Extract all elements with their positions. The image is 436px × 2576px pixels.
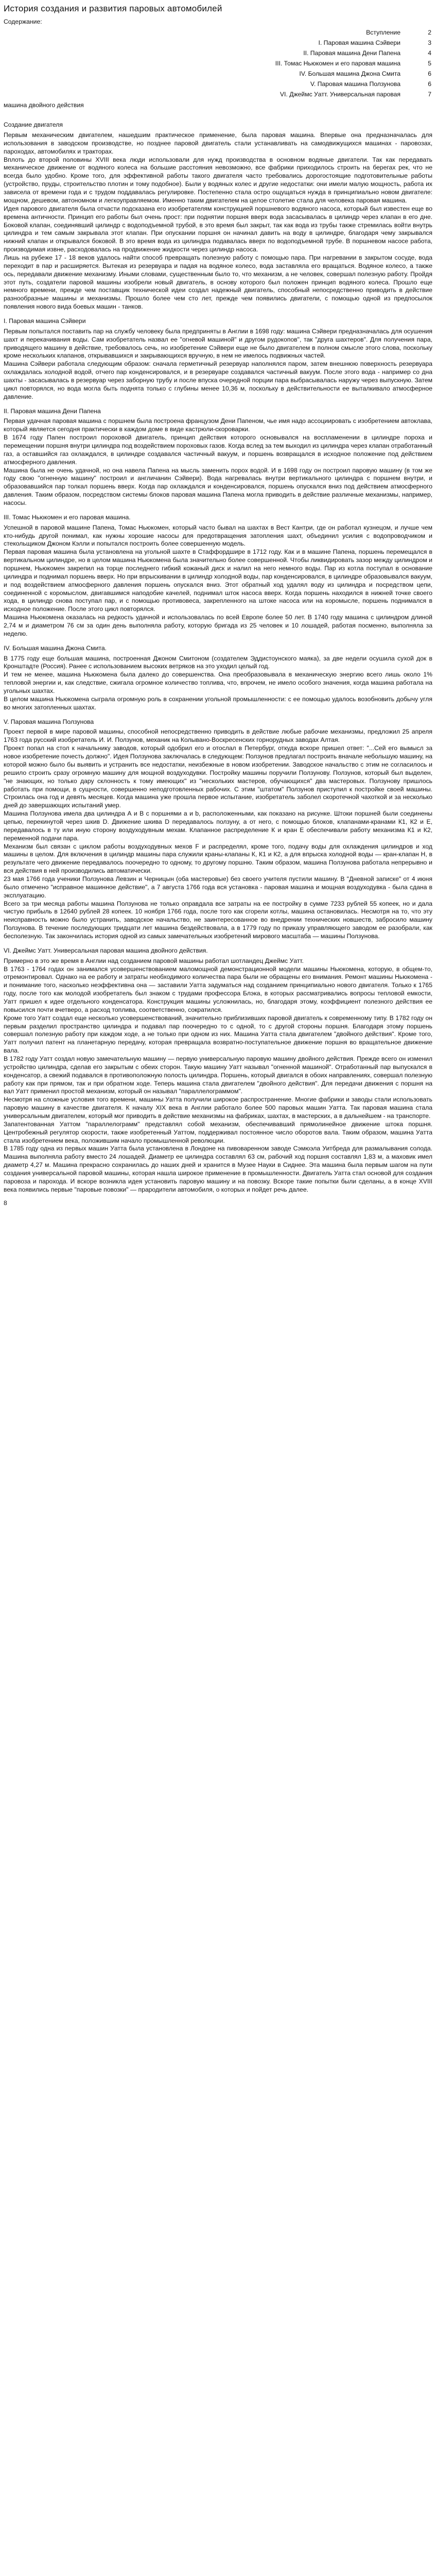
toc-entry-page: 6 xyxy=(428,70,431,78)
body-paragraph: Механизм был связан с циклом работы воздуходувных мехов F и распределял, кроме того, подачу воды для охлаждения цилиндров и ход машины в целом. Для включения в цилиндр машины пара служили краны-клапаны К, К1 и К2, а для впрыска холодной воды — кран-клапан H, в результате чего движение передавалось поочередно то одному, то другому поршню. Таким образом, машина Ползунова работала непрерывно и вся действия в ней производились автоматически. xyxy=(4,842,432,875)
toc-entry[interactable] xyxy=(4,89,432,99)
body-paragraph: Кроме того Уатт создал еще несколько усовершенствований, значительно приблизивших паровой двигатель к современному типу. В 1782 году он первым разделил пространство цилиндра и подавал пар поочередно то с одной, то с другой стороны поршня. Благодаря этому поршень совершал полезную работу при каждом ходе, а не только при одном из них. Машина Уатта стала двигателем "двойного действия". Кроме того, Уатт получил патент на планетарную передачу, которая превращала возвратно-поступательное движение поршня во вращательное движение вала. xyxy=(4,1014,432,1055)
body-paragraph: Первым механическим двигателем, нашедшим практическое применение, была паровая машина. Впервые она предназначалась для использования в заводском производстве, но позднее паровой двигатель стали устанавливать на самодвижущихся машинах - паровозах, пароходах, автомобилях и тракторах. xyxy=(4,131,432,155)
toc-entry-continuation: машина двойного действия xyxy=(4,101,84,109)
body-paragraph: Вплоть до второй половины XVIII века люди использовали для нужд производства в основном водяные двигатели. Так как передавать механическое движение от водяного колеса на большие расстояния невозможно, все фабрики приходилось строить на берегах рек, что не всегда было удобно. Кроме того, для эффективной работы такого двигателя часто требовались дорогостоящие подготовительные работы (устройство, пруды, строительство плотин и тому подобное). Были у водяных колес и другие недостатки: они имели малую мощность, работа их зависела от времени года и с трудом поддавалась регулировке. Постепенно стала остро ощущаться нужда в принципиально новом двигателе: мощном, дешевом, автономном и легкоуправляемом. Именно таким двигателем на целое столетие стала для человека паровая машина. xyxy=(4,156,432,204)
toc-entry-page: 5 xyxy=(428,60,431,67)
toc-entry-label: I. Паровая машина Сэйвери xyxy=(318,39,400,47)
toc-entry-page: 2 xyxy=(428,29,431,37)
body-paragraph: Успешной в паровой машине Папена, Томас Ньюкомен, который часто бывал на шахтах в Вест Кантри, где он работал кузнецом, и лучше чем кто-нибудь другой понимал, как нужны хорошие насосы для предотвращения затопления шахт, объединил усилия с водопроводчиком и стекольщиком Джоном Кэлли и попытался построить более совершенную модель. xyxy=(4,523,432,548)
body-paragraph: Проект попал на стол к начальнику заводов, который одобрил его и отослал в Петербург, откуда вскоре пришел ответ: "...Сей его вымысл за новое изобретение почесть должно". Идея Ползунова заключалась в следующем: Ползунов предлагал построить вначале небольшую машину, на которой можно было бы выявить и устранить все недостатки, неизбежные в новом изобретении. Заводское начальство с этим не согласилось и решило строить сразу огромную машину для мощной воздуходувки. Постройку машины поручили Ползунову. Ползунов, который был выделен, "не знающих, но только дару склонность к тому имеющих" из "нескольких мастеров, обучающихся" два мастеровых. Ползунову пришлось работать при помощи, в сущности, совершенно неподготовленных рабочих. С этим "штатом" Ползунов приступил к постройке своей машины. Строилась она год и девять месяцев. Когда машина уже прошла первое испытание, изобретатель заболел скоротечной чахоткой и за несколько дней до завершающих испытаний умер. xyxy=(4,744,432,809)
page-number: 8 xyxy=(4,1199,7,1207)
section-heading: VI. Джеймс Уатт. Универсальная паровая машина двойного действия. xyxy=(4,946,208,954)
body-paragraph: Всего за три месяца работы машина Ползунова не только оправдала все затраты на ее постройку в сумме 7233 рублей 55 копеек, но и дала чистую прибыль в 12640 рублей 28 копеек. 10 ноября 1766 года, после того как сгорели котлы, машина остановилась. Несмотря на то, что эту неисправность можно было устранить, заводское начальство, не заинтересованное во внедрении технических новшеств, забросило машину Ползунова. В течение последующих тридцати лет машина бездействовала, а в 1779 году по приказу управляющего заводом ее разобрали, как бесполезную. Так закончилась история одной из самых замечательных изобретений мирового масштаба — машины Ползунова. xyxy=(4,900,432,940)
toc-entry[interactable] xyxy=(4,48,432,58)
toc-entry-label: IV. Большая машина Джона Смита xyxy=(299,70,400,78)
body-paragraph: 23 мая 1766 года ученики Ползунова Левзин и Черницын (оба мастеровые) без своего учителя пустили машину. В "Дневной записке" от 4 июня было отмечено "исправное машинное действие", а 7 августа 1766 года вся установка - паровая машина и мощная воздуходувка - была сдана в эксплуатацию. xyxy=(4,875,432,899)
toc-entry-label: VI. Джеймс Уатт. Универсальная паровая xyxy=(280,91,400,98)
section-heading: IV. Большая машина Джона Смита. xyxy=(4,644,107,652)
body-paragraph: Машина Сэйвери работала следующим образом: сначала герметичный резервуар наполнялся паром, затем внешнюю поверхность резервуара охлаждалась холодной водой, отчего пар конденсировался, и в резервуаре создавался частичный вакуум. После этого вода - например со дна шахты - засасывалась в резервуар через заборную трубу и после впуска очередной порции пара выбрасывалась наружу через выпускную. Затем цикл повторялся, но вода могла быть поднята только с глубины менее 10,36 м, поскольку в действительности ее выталкивало атмосферное давление. xyxy=(4,360,432,400)
body-paragraph: Машина была не очень удачной, но она навела Папена на мысль заменить порох водой. И в 1698 году он построил паровую машину (в том же году свою "огненную машину" построил и англичанин Сэйвери). Вода нагревалась внутри вертикального цилиндра с поршнем внутри, и образовавшийся пар толкал поршень вверх. Когда пар охлаждался и конденсировался, поршень опускался вниз под действием атмосферного давления. Таким образом, посредством системы блоков паровая машина Папена могла приводить в действие различные механизмы, например, насосы. xyxy=(4,466,432,506)
body-paragraph: Машина Ползунова имела два цилиндра А и В с поршнями а и b, расположенными, как показано на рисунке. Штоки поршней были соединены цепью, перекинутой через шкив D. Движение шкива D передавалось ползуну, а от него, с помощью блоков, клапанами-кранами К1, К2 и E, передавалось в ту или иную сторону воздуходувным мехам. Клапанное распределение К и кран E обеспечивали работу механизма К1 и К2, переменной подачи пара. xyxy=(4,810,432,842)
body-paragraph: В целом машина Ньюкомена сыграла огромную роль в сохранении угольной промышленности: с ее помощью удалось возобновить добычу угля во многих затопленных шахтах. xyxy=(4,695,432,711)
body-paragraph: В 1763 - 1764 годах он занимался усовершенствованием маломощной демонстрационной модели машины Ньюкомена, которую, в общем-то, отремонтировал. Однако на ее работу и затраты необходимого количества пара были не обращены его внимания. Ремонт машины Ньюкомена - и понимание того, насколько неэффективна она — заставили Уатта задуматься над созданием принципиально нового двигателя. Только к 1765 году, после того как молодой изобретатель был знаком с трудами профессора Блэка, в которых рассматривались вопросы тепловой емкости, Уатт пришел к идее отдельного конденсатора. Конструкция машины усложнилась, но, благодаря этому, коэффициент полезного действия ее повысился почти вчетверо, а расход топлива, соответственно, сократился. xyxy=(4,965,432,1013)
section-heading: Создание двигателя xyxy=(4,121,63,129)
body-paragraph: Машина Ньюкомена оказалась на редкость удачной и использовалась по всей Европе более 50 лет. В 1740 году машина с цилиндром длиной 2,74 м и диаметром 76 см за один день выполняла работу, которую бригада из 25 человек и 10 лошадей, работая посменно, выполняла за неделю. xyxy=(4,614,432,637)
table-of-contents xyxy=(4,27,432,99)
section-heading: III. Томас Ньюкомен и его паровая машина. xyxy=(4,513,131,521)
toc-entry[interactable] xyxy=(4,79,432,89)
section-heading: I. Паровая машина Сэйвери xyxy=(4,317,86,325)
body-paragraph: Примерно в это же время в Англии над созданием паровой машины работал шотландец Джеймс Уатт. xyxy=(4,957,304,964)
toc-entry-page: 7 xyxy=(428,91,431,98)
toc-entry-page: 6 xyxy=(428,80,431,88)
toc-entry-label: V. Паровая машина Ползунова xyxy=(310,80,400,88)
toc-entry[interactable] xyxy=(4,38,432,48)
section-heading: V. Паровая машина Ползунова xyxy=(4,718,94,725)
body-paragraph: Запатентованная Уаттом "параллелограмм" представлял собой механизм, обеспечивавший прямолинейное движение штока поршня. Центробежный регулятор скорости, также изобретенный Уаттом, поддерживал постоянное число оборотов вала. Таким образом, машина Уатта стала изобретением века, положившим начало промышленной революции. xyxy=(4,1120,432,1144)
toc-entry-page: 3 xyxy=(428,39,431,47)
document-title: История создания и развития паровых автомобилей xyxy=(4,4,222,13)
toc-entry-label: II. Паровая машина Дени Папена xyxy=(303,49,400,57)
body-paragraph: Проект первой в мире паровой машины, способной непосредственно приводить в действие любые рабочие механизмы, предложил 25 апреля 1763 года русский изобретатель И. И. Ползунов, механик на Колывано-Воскресенских горнорудных заводах Алтая. xyxy=(4,728,432,744)
toc-entry-page: 4 xyxy=(428,49,431,57)
toc-entry[interactable] xyxy=(4,58,432,69)
body-paragraph: В 1775 году еще большая машина, построенная Джоном Смитоном (создателем Эддистоунского маяка), за две недели осушила сухой док в Кронштадте (Россия). Ранее с использованием высоких ветряков на это уходил целый год. xyxy=(4,654,432,670)
body-paragraph: И тем не менее, машина Ньюкомена была далеко до совершенства. Она преобразовывала в механическую энергию всего лишь около 1% тепловой энергии и, как следствие, сжигала огромное количество топлива, что, впрочем, не имело особого значения, когда машина работала на угольных шахтах. xyxy=(4,671,432,695)
body-paragraph: Первая удачная паровая машина с поршнем была построена французом Дени Папеном, чье имя надо ассоциировать с изобретением автоклава, который является сегодня практически в каждом доме в виде кастрюли-скороварки. xyxy=(4,417,432,433)
toc-entry[interactable] xyxy=(4,69,432,79)
toc-entry[interactable] xyxy=(4,27,432,38)
body-paragraph: В 1785 году одна из первых машин Уатта была установлена в Лондоне на пивоваренном заводе Сэмюэла Уитбреда для размалывания солода. Машина выполняла работу вместо 24 лошадей. Диаметр ее цилиндра составлял 63 см, рабочий ход поршня составлял 1,83 м, а маховик имел диаметр 4,27 м. Машина прекрасно сохранилась до наших дней и хранится в Музее Науки в Сиднее. Эта машина была первым шагом на пути создания универсальной паровой машины, которая нашла широкое применение в промышленности. Двигатель Уатта стал основой для создания паровоза и парохода. И вскоре возникла идея установить паровую машину и на повозку. Вскоре такие попытки были сделаны, а в конце XVIII века появились первые "паровые повозки" — прародители автомобиля, о которых и пойдет речь далее. xyxy=(4,1145,432,1193)
toc-entry-label: III. Томас Ньюкомен и его паровая машина xyxy=(275,60,400,67)
body-paragraph: Первым попытался поставить пар на службу человеку была предприняты в Англии в 1698 году: машина Сэйвери предназначалась для осушения шахт и перекачивания воды. Сам изобретатель назвал ее "огневой машиной" и другом рудокопов", так "друга шахтеров". Для получения пара, приводящего машину в действие, требовалось сечь, но изобретение Сэйвери еще не было двигателем в полном смысле этого слова, поскольку кроме нескольких клапанов, открывавшихся и закрывающихся вручную, в нем не имелось подвижных частей. xyxy=(4,327,432,360)
body-paragraph: Несмотря на сложные условия того времени, машины Уатта получили широкое распространение. Многие фабрики и заводы стали использовать паровую машину в качестве двигателя. К началу XIX века в Англии работало более 500 паровых машин Уатта. Так паровая машина стала универсальным двигателем, который мог приводить в действие механизмы на фабриках, шахтах, в мастерских, а в дальнейшем - на транспорте. xyxy=(4,1096,432,1120)
toc-entry-label: Вступление xyxy=(366,29,400,37)
body-paragraph: Лишь на рубеже 17 - 18 веков удалось найти способ превращать полезную работу с помощью пара. При нагревании в закрытом сосуде, вода переходит в пар и расширяется. Вытекая из резервуара и падая на водяное колесо, вода заставляла его вращаться. Водяное колесо, а также ось, передавали движение механизму. Иными словами, существенным было то, что механизм, а не человек, совершал полезную работу. Пройдя этот путь, создатели паровой машины изобрели новый двигатель, в основу которого был положен принцип водяного колеса. Прошло еще немного времени, прежде чем поставщик технической идеи создал надежный двигатель, способный непосредственно приводить в действие разнообразные машины и механизмы. Прошло более чем сто лет, прежде чем появились двигатели, с помощью одной из предпосылок появления нового вида боевых машин - танков. xyxy=(4,253,432,311)
body-paragraph: В 1782 году Уатт создал новую замечательную машину — первую универсальную паровую машину двойного действия. Прежде всего он изменил устройство цилиндра, сделав его закрытым с обеих сторон. Такую машину Уатт называл "огненной машиной". Отработанный пар выпускался в конденсатор, а свежий подавался в противоположную полость цилиндра. Поршень, который двигался в обоих направлениях, совершал полезную работу как при прямом, так и при обратном ходе. Теперь машина стала двигателем "двойного действия". Для передачи движения с поршня на вал Уатт применил простой механизм, который он называл "параллелограммом". xyxy=(4,1055,432,1095)
section-heading: II. Паровая машина Дени Папена xyxy=(4,407,101,415)
document-page xyxy=(0,0,436,1214)
body-paragraph: Первая паровая машина была установлена на угольной шахте в Стаффордшире в 1712 году. Как и в машине Папена, поршень перемещался в вертикальном цилиндре, но в целом машина Ньюкомена была значительно более совершенной. Чтобы ликвидировать зазор между цилиндром и поршнем, Ньюкомен закрепил на торце последнего гибкий кожаный диск и налил на него немного воды. Пар из котла поступал в основание цилиндра и поднимал поршень вверх. Но при впрыскивании в цилиндр холодной воды, пар конденсировался, в цилиндре образовывался вакуум, и под воздействием атмосферного давления поршень опускался вниз. Этот обратный ход удалял воду из цилиндра и посредством цепи, соединенной с коромыслом, двигавшимся наподобие качелей, поднимал шток насоса вверх. Когда поршень находился в нижней точке своего хода, в цилиндр снова поступал пар, и с помощью противовеса, закрепленного на штоке насоса или на коромысле, поршень поднимался в исходное положение. После этого цикл повторялся. xyxy=(4,548,432,613)
contents-heading: Содержание: xyxy=(4,18,42,26)
body-paragraph: В 1674 году Папен построил пороховой двигатель, принцип действия которого основывался на воспламенении в цилиндре пороха и перемещении поршня внутри цилиндра под воздействием пороховых газов. Когда вслед за тем выходил из цилиндра через клапан отработанный газ, а оставшийся газ охлаждался, в цилиндре создавался частичный вакуум, и поршень возвращался в исходное положение под действием атмосферного давления. xyxy=(4,434,432,466)
body-paragraph: Идея парового двигателя была отчасти подсказана его изобретателям конструкцией поршневого водяного насоса, который был известен еще во времена античности. Принцип его работы был очень прост: при поднятии поршня вверх вода засасывалась в цилиндр через клапан в его дне. Боковой клапан, соединявший цилиндр с водоподъемной трубой, в это время был закрыт, так как вода из трубы также стремилась войти внутрь цилиндра и тем самым закрывала этот клапан. При опускании поршня он начинал давить на воду в цилиндре, благодаря чему закрывался нижний клапан и открывался боковой. В это время вода из цилиндра подавалась вверх по водоподъемной трубе. В поршневом насосе работа, производимая извне, расходовалась на продвижение жидкости через цилиндр насоса. xyxy=(4,205,432,253)
